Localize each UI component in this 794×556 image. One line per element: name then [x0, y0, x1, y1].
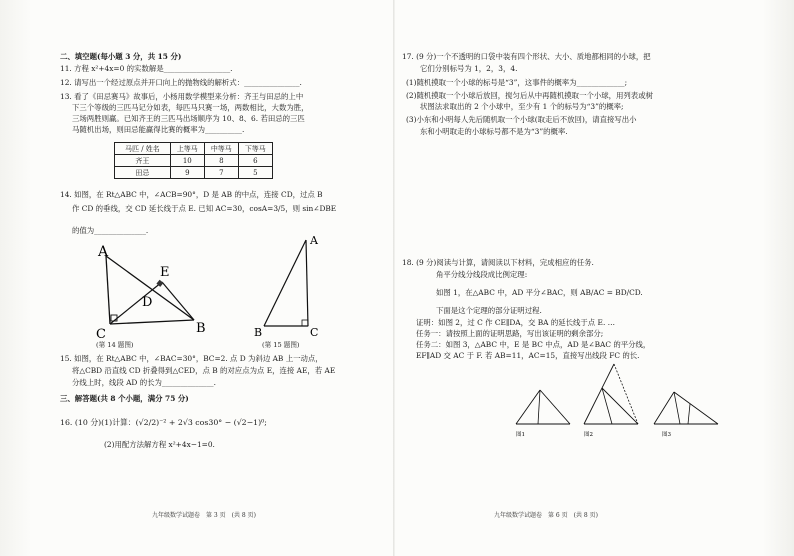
question-17-line7: 东和小明取走的小球标号都不是为“3”的概率.: [420, 127, 568, 136]
fig14-side-CB: [110, 320, 194, 324]
fig14-label-D: D: [142, 295, 153, 310]
table-header-cell: 中等马: [204, 143, 238, 155]
fig15-side-AC: [306, 240, 308, 326]
fig15-label-B: B: [254, 326, 263, 338]
figure-14: [92, 240, 262, 340]
question-14-line1: 14. 如图，在 Rt△ABC 中，∠ACB=90°，D 是 AB 的中点，连接 CD，过点 B: [60, 190, 323, 199]
horse-score-table: [114, 142, 273, 179]
question-13-line4: 马随机出场，则田忌能赢得比赛的概率为__________.: [72, 125, 245, 134]
question-14-line3: 的值为______________.: [72, 226, 149, 235]
fig14-label-B: B: [196, 321, 206, 336]
table-row: [115, 167, 273, 179]
fig14-label-E: E: [160, 265, 170, 280]
question-18-line7: 任务二：如图 3，△ABC 中，E 是 BC 中点，AD 是∠BAC 的平分线，: [416, 340, 651, 349]
figures-18: [512, 362, 742, 444]
figure-18-3: [654, 392, 718, 438]
figure-15: [250, 232, 330, 338]
page-fold: [393, 0, 395, 556]
table-cell: 7: [204, 167, 238, 179]
question-17-line1: 17. (9 分)一个不透明的口袋中装有四个形状、大小、质地都相同的小球，把: [402, 52, 651, 61]
left-page: [52, 0, 392, 556]
question-17-line4: (2)随机摸取一个小球后放回，搅匀后从中再随机摸取一个小球，用列表或树: [406, 91, 653, 100]
table-row: [115, 155, 273, 167]
table-cell: 5: [238, 167, 272, 179]
question-18-line8: EF∥AD 交 AC 于 F. 若 AB=11，AC=15，直接写出线段 FC 的长.: [416, 351, 640, 360]
fig15-label-C: C: [310, 326, 319, 338]
question-18-line1: 18. (9 分)阅读与计算，请阅读以下材料，完成相应的任务.: [402, 258, 594, 267]
table-header-row: [115, 143, 273, 155]
fig15-side-AB: [264, 240, 306, 326]
question-17-line2: 它们分别标号为 1，2，3，4.: [420, 64, 518, 73]
table-header-cell: 马匹 / 姓名: [115, 143, 171, 155]
question-18-line4: 下面是这个定理的部分证明过程.: [436, 306, 542, 315]
table-cell: 6: [238, 155, 272, 167]
question-18-line6: 任务一：请按照上面的证明思路，写出该证明的剩余部分;: [416, 329, 604, 338]
table-cell: 齐王: [115, 155, 171, 167]
table-header-cell: 下等马: [238, 143, 272, 155]
table-header-cell: 上等马: [170, 143, 204, 155]
question-13-line1: 13. 看了《田忌赛马》故事后，小杨用数学模型来分析：齐王与田忌的上中: [60, 92, 304, 101]
fig14-caption: (第 14 题图): [96, 341, 134, 349]
fig14-segment-CE: [110, 282, 162, 324]
figure-18-1: [516, 390, 570, 438]
question-18-line2: 角平分线分线段成比例定理:: [436, 270, 528, 279]
figure-18-2: [584, 364, 638, 438]
fig14-side-AB: [106, 256, 194, 320]
table-cell: 8: [204, 155, 238, 167]
fig14-label-C: C: [96, 327, 106, 340]
left-page-footer: 九年级数学试题卷 第 3 页 (共 8 页): [152, 512, 256, 519]
question-13-line2: 下三个等级的三匹马记分如表，每匹马只赛一场，两数相比，大数为胜，: [72, 103, 309, 112]
question-16-part2: (2)用配方法解方程 x²+4x−1=0.: [104, 440, 215, 449]
table-cell: 9: [170, 167, 204, 179]
section3-heading: 三、解答题(共 8 个小题，满分 75 分): [60, 394, 189, 403]
fig15-caption: (第 15 题图): [262, 341, 300, 349]
question-17-line3: (1)随机摸取一个小球的标号是“3”，这事件的概率为_____________;: [406, 78, 628, 87]
question-14-line2: 作 CD 的垂线，交 CD 延长线于点 E. 已知 AC=30，cosA=3/5，则 sin∠DBE: [72, 204, 337, 213]
question-13-line3: 三场两胜则赢。已知齐王的三匹马出场顺序为 10、8、6. 若田忌的三匹: [72, 114, 305, 123]
question-17-line6: (3)小东和小明每人先后随机取一个小球(取走后不放回)，请直接写出小: [406, 115, 637, 124]
fig14-label-A: A: [98, 244, 109, 260]
question-12: 12. 请写出一个经过原点并开口向上的抛物线的解析式：_______________.: [60, 78, 302, 87]
question-18-line3: 如图 1，在△ABC 中，AD 平分∠BAC，则 AB/AC = BD/CD.: [436, 288, 643, 297]
figure-18-2-caption: 图2: [584, 432, 593, 438]
fig15-label-A: A: [310, 234, 318, 247]
question-15-line3: 分线上时，线段 AD 的长为______________.: [72, 378, 216, 387]
question-18-line5: 证明：如图 2，过 C 作 CE∥DA，交 BA 的延长线于点 E. …: [416, 318, 616, 327]
table-cell: 田忌: [115, 167, 171, 179]
section2-heading: 二、填空题(每小题 3 分，共 15 分): [60, 52, 182, 61]
figure-18-3-caption: 图3: [662, 432, 671, 438]
question-11: 11. 方程 x²+4x=0 的实数解是__________________.: [60, 64, 233, 73]
table-cell: 10: [170, 155, 204, 167]
question-15-line2: 将△CBD 沿直线 CD 折叠得到△CED，点 B 的对应点为点 E，连接 AE，若 AE: [72, 366, 336, 375]
question-15-line1: 15. 如图，在 Rt△ABC 中，∠BAC=30°，BC=2. 点 D 为斜边 AB 上一动点，: [60, 354, 323, 363]
figure-18-1-caption: 图1: [516, 432, 525, 438]
fig15-right-angle: [302, 320, 308, 326]
right-page: [402, 0, 782, 556]
question-17-line5: 状图法求取出的 2 个小球中，至少有 1 个的标号为“3”的概率;: [420, 102, 624, 111]
fig14-side-AC: [106, 256, 110, 324]
right-page-footer: 九年级数学试题卷 第 6 页 (共 8 页): [494, 512, 598, 519]
question-16-part1: 16. (10 分)(1)计算：(√2/2)⁻² + 2√3 cos30° − (√2−1)⁰;: [60, 418, 267, 427]
